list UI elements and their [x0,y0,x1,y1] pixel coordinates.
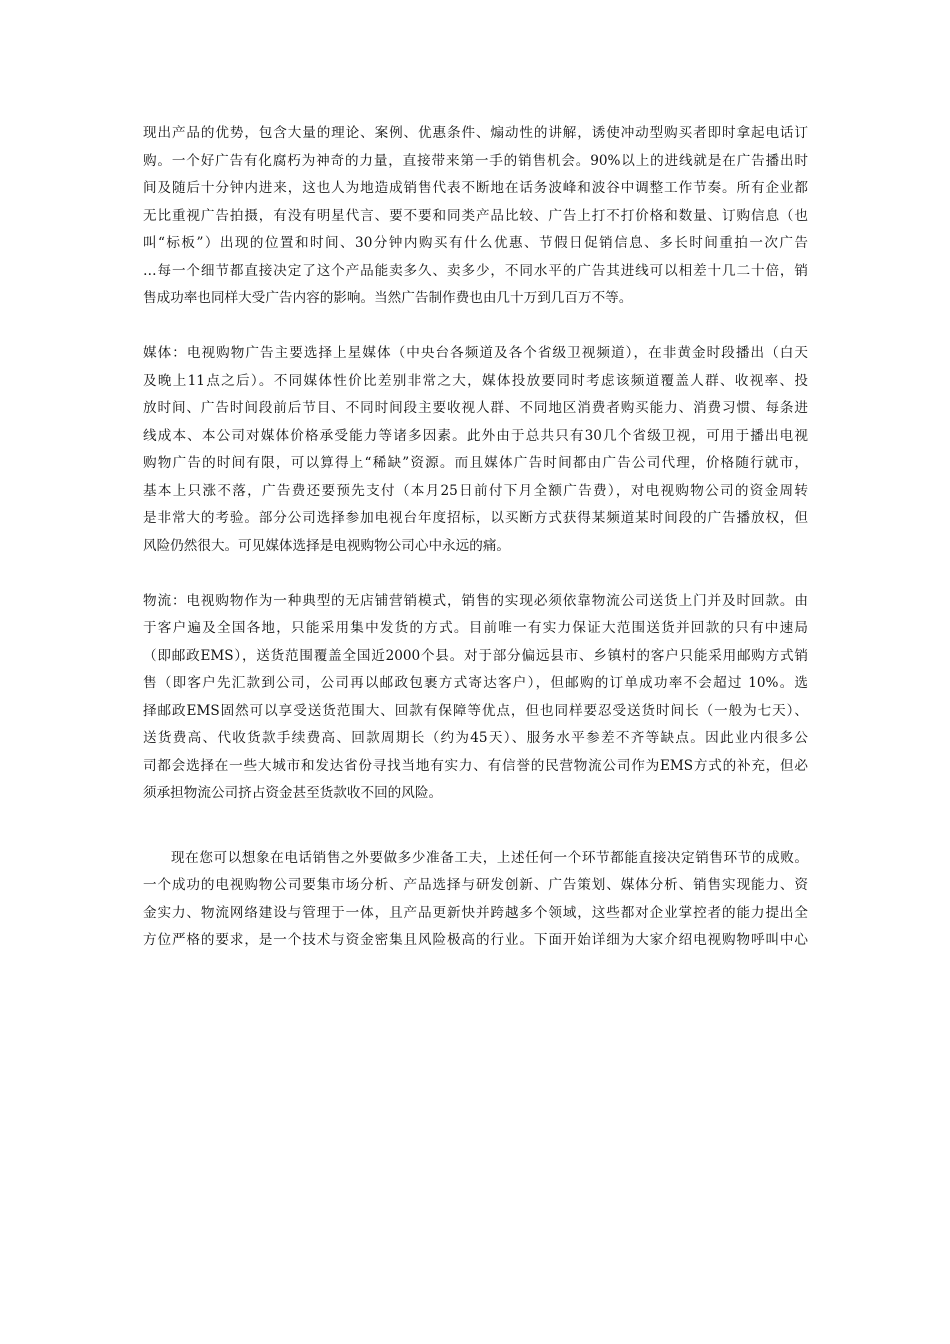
text-line: …每一个细节都直接决定了这个产品能卖多久、卖多少，不同水平的广告其进线可以相差十几二十倍，销 [143,262,808,279]
text-line: 方位严格的要求，是一个技术与资金密集且风险极高的行业。下面开始详细为大家介绍电视购物呼叫中心 [143,932,808,948]
text-line: 叫“标板”）出现的位置和时间、30分钟内购买有什么优惠、节假日促销信息、多长时间重拍一次广告 [143,235,808,251]
paragraph-advertising [143,120,808,313]
text-line: 购。一个好广告有化腐朽为神奇的力量，直接带来第一手的销售机会。90%以上的进线就是在广告播出时 [143,152,808,169]
text-line: 购物广告的时间有限，可以算得上“稀缺”资源。而且媒体广告时间都由广告公司代理，价格随行就市， [143,455,808,471]
paragraph-spacer [143,808,808,845]
text-line: 售（即客户先汇款到公司，公司再以邮政包裹方式寄达客户），但邮购的订单成功率不会超过 10%。选 [143,675,808,691]
text-line: 须承担物流公司挤占资金甚至货款收不回的风险。 [143,785,443,801]
paragraph-media [143,340,808,560]
text-line: 放时间、广告时间段前后节目、不同时间段主要收视人群、不同地区消费者购买能力、消费习惯、每条进 [143,400,808,416]
document-body [143,120,808,955]
paragraph-logistics [143,588,808,808]
text-line: 线成本、本公司对媒体价格承受能力等诸多因素。此外由于总共只有30几个省级卫视，可用于播出电视 [143,427,808,444]
paragraph-spacer [143,560,808,588]
text-line: 间及随后十分钟内进来，这也人为地造成销售代表不断地在话务波峰和波谷中调整工作节奏。所有企业都 [143,180,808,196]
text-line: 是非常大的考验。部分公司选择参加电视台年度招标，以买断方式获得某频道某时间段的广告播放权，但 [143,510,808,526]
paragraph-spacer [143,313,808,341]
text-line: 司都会选择在一些大城市和发达省份寻找当地有实力、有信誉的民营物流公司作为EMS方式的补充，但必 [143,757,808,774]
text-line: 择邮政EMS固然可以享受送货范围大、回款有保障等优点，但也同样要忍受送货时间长（一般为七天）、 [143,702,808,719]
text-line: 现出产品的优势，包含大量的理论、案例、优惠条件、煽动性的讲解，诱使冲动型购买者即时拿起电话订 [143,125,808,141]
text-line: 媒体：电视购物广告主要选择上星媒体（中央台各频道及各个省级卫视频道），在非黄金时段播出（白天 [143,345,808,361]
text-line: 于客户遍及全国各地，只能采用集中发货的方式。目前唯一有实力保证大范围送货并回款的只有中速局 [143,620,808,636]
text-line: （即邮政EMS），送货范围覆盖全国近2000个县。对于部分偏远县市、乡镇村的客户只能采用邮购方式销 [143,647,808,664]
text-line: 风险仍然很大。可见媒体选择是电视购物公司心中永远的痛。 [143,537,511,554]
text-line: 及晚上11点之后）。不同媒体性价比差别非常之大，媒体投放要同时考虑该频道覆盖人群、收视率、投 [143,372,808,389]
text-line: 基本上只涨不落，广告费还要预先支付（本月25日前付下月全额广告费），对电视购物公司的资金周转 [143,482,808,499]
paragraph-summary [143,845,808,955]
text-line: 金实力、物流网络建设与管理于一体，且产品更新快并跨越多个领域，这些都对企业掌控者的能力提出全 [143,904,808,921]
text-line: 送货费高、代收货款手续费高、回款周期长（约为45天）、服务水平参差不齐等缺点。因此业内很多公 [143,730,808,746]
text-line: 物流：电视购物作为一种典型的无店铺营销模式，销售的实现必须依靠物流公司送货上门并及时回款。由 [143,592,808,609]
text-line: 现在您可以想象在电话销售之外要做多少准备工夫，上述任何一个环节都能直接决定销售环节的成败。 [171,849,808,866]
text-line: 售成功率也同样大受广告内容的影响。当然广告制作费也由几十万到几百万不等。 [143,290,633,306]
text-line: 一个成功的电视购物公司要集市场分析、产品选择与研发创新、广告策划、媒体分析、销售实现能力、资 [143,877,808,893]
text-line: 无比重视广告拍摄，有没有明星代言、要不要和同类产品比较、广告上打不打价格和数量、订购信息（也 [143,207,808,224]
